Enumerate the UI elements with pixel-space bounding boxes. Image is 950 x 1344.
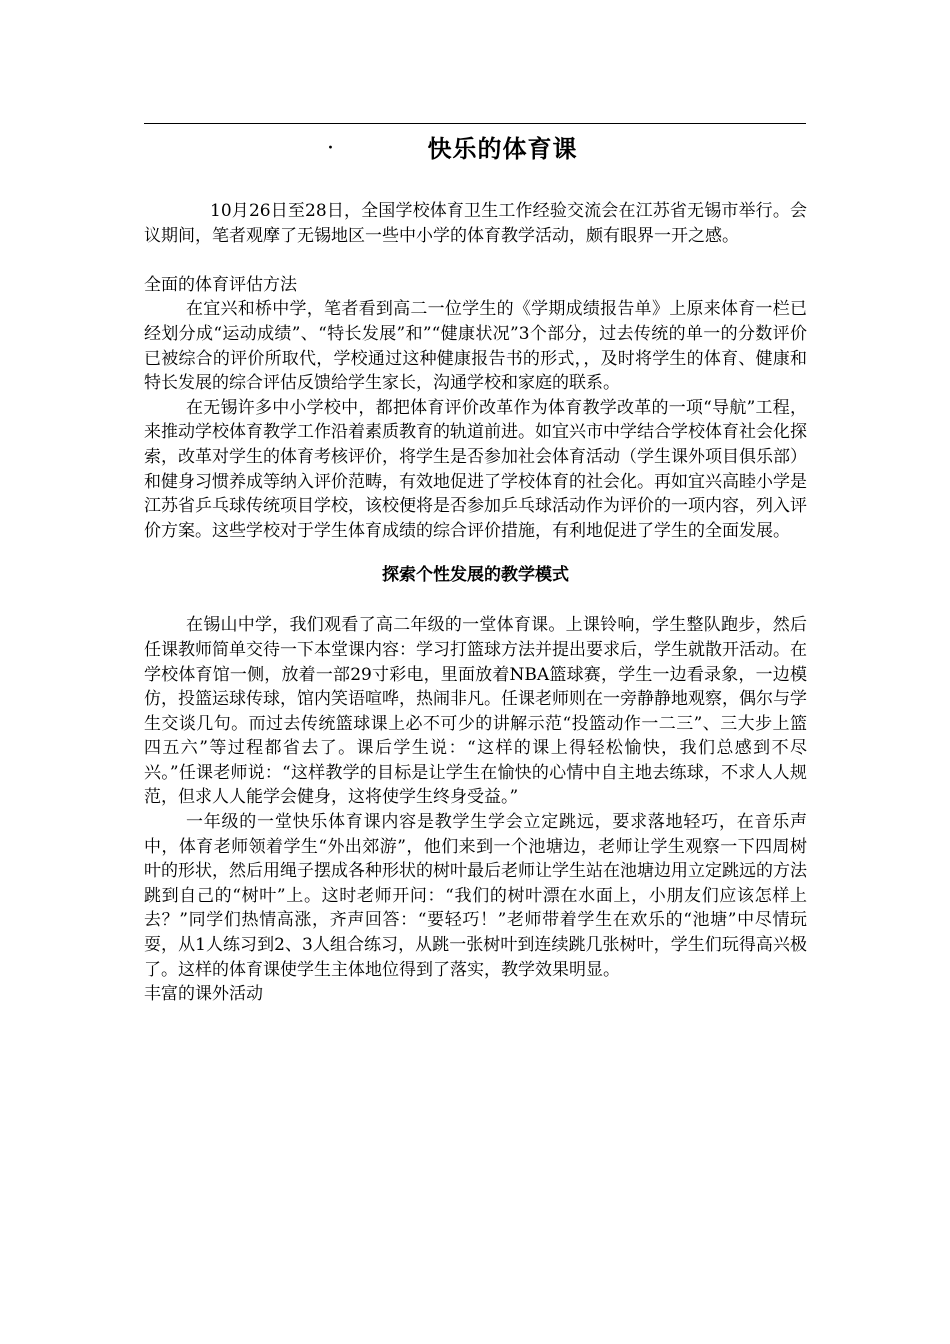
- header-rule: [144, 123, 806, 124]
- paragraph: 在锡山中学，我们观看了高二年级的一堂体育课。上课铃响，学生整队跑步，然后任课教师简单交待一下本堂课内容：学习打篮球方法并提出要求后，学生就散开活动。在学校体育馆一侧，放着一部29寸彩电，里面放着NBA篮球赛，学生一边看录象，一边模仿，投篮运球传球，馆内笑语喧哗，热闹非凡。任课老师则在一旁静静地观察，偶尔与学生交谈几句。而过去传统篮球课上必不可少的讲解示范“投篮动作一二三”、三大步上篮四五六”等过程都省去了。课后学生说：“这样的课上得轻松愉快，我们总感到不尽兴。”任课老师说：“这样教学的目标是让学生在愉快的心情中自主地去练球，不求人人规范，但求人人能学会健身，这将使学生终身受益。”: [144, 615, 807, 808]
- section-heading-evaluation: 全面的体育评估方法: [144, 274, 297, 295]
- document-title-text: 快乐的体育课: [427, 135, 578, 163]
- paragraph: 在无锡许多中小学校中，都把体育评价改革作为体育教学改革的一项“导航”工程，来推动学校体育教学工作沿着素质教育的轨道前进。如宜兴市中学结合学校体育社会化探索，改革对学生的体育考核评价，将学生是否参加社会体育活动（学生课外项目俱乐部）和健身习惯养成等纳入评价范畴，有效地促进了学校体育的社会化。再如宜兴高睦小学是江苏省乒乓球传统项目学校，该校便将是否参加乒乓球活动作为评价的一项内容，列入评价方案。这些学校对于学生体育成绩的综合评价措施，有利地促进了学生的全面发展。: [144, 397, 807, 541]
- document-title: [0, 132, 950, 166]
- document-body: [144, 199, 807, 1007]
- title-bullet: ·: [327, 136, 334, 161]
- section-heading-activities: 丰富的课外活动: [144, 984, 263, 1005]
- section-heading-teaching-model: 探索个性发展的教学模式: [382, 565, 569, 586]
- paragraph: 一年级的一堂快乐体育课内容是教学生学会立定跳远，要求落地轻巧，在音乐声中，体育老师领着学生“外出郊游”，他们来到一个池塘边，老师让学生观察一下四周树叶的形状，然后用绳子摆成各种形状的树叶最后老师让学生站在池塘边用立定跳远的方法跳到自己的“树叶”上。这时老师开问：“我们的树叶漂在水面上，小朋友们应该怎样上去？”同学们热情高涨，齐声回答：“要轻巧！”老师带着学生在欢乐的“池塘”中尽情玩耍，从1人练习到2、3人组合练习，从跳一张树叶到连续跳几张树叶，学生们玩得高兴极了。这样的体育课使学生主体地位得到了落实，教学效果明显。: [144, 812, 807, 980]
- paragraph: 在宜兴和桥中学，笔者看到高二一位学生的《学期成绩报告单》上原来体育一栏已经划分成“运动成绩”、“特长发展”和”“健康状况”3个部分，过去传统的单一的分数评价已被综合的评价所取代，学校通过这种健康报告书的形式，，及时将学生的体育、健康和特长发展的综合评估反馈给学生家长，沟通学校和家庭的联系。: [144, 299, 807, 394]
- intro-paragraph: 10月26日至28日，全国学校体育卫生工作经验交流会在江苏省无锡市举行。会议期间，笔者观摩了无锡地区一些中小学的体育教学活动，颇有眼界一开之感。: [144, 201, 807, 246]
